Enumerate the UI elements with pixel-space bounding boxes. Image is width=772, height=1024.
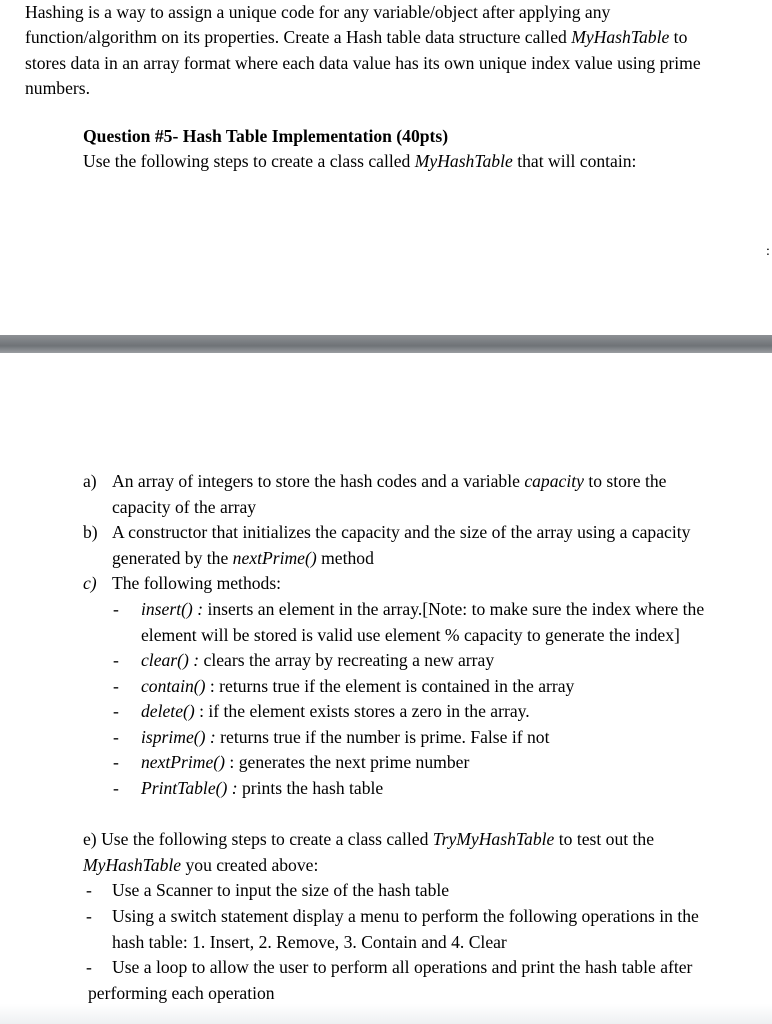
intro-line-1: Hashing is a way to assign a unique code for any variable/object after applying any — [25, 2, 611, 22]
part-e-bullet: - Using a switch statement display a menu to perform the following operations in the hash table: 1. Insert, 2. Remove, 3. Contain and 4. Clear — [86, 906, 699, 952]
method-name: nextPrime() — [141, 752, 226, 772]
method-item: - delete() : if the element exists stores a zero in the array. — [0, 699, 772, 725]
bullet-dash: - — [113, 650, 119, 670]
part-e-line-1: e) Use the following steps to create a class called TryMyHashTable to test out the — [83, 829, 655, 849]
bullet-dash: - — [86, 906, 92, 926]
method-name: contain() — [141, 676, 206, 696]
item-a-line-2: capacity of the array — [112, 496, 257, 517]
intro-paragraph — [25, 0, 701, 101]
part-e-bullet: - Use a loop to allow the user to perform all operations and print the hash table after performing each operation — [86, 957, 693, 1003]
edge-mark: : — [766, 244, 770, 259]
method-name: isprime() : — [141, 727, 216, 747]
item-a-line-1: An array of integers to store the hash codes and a variable capacity to store the — [112, 471, 667, 491]
bullet-dash: - — [86, 880, 92, 900]
question-subtitle: Use the following steps to create a class called MyHashTable that will contain: — [83, 151, 637, 171]
method-item: - PrintTable() : prints the hash table — [0, 776, 772, 802]
item-marker: b) — [83, 522, 98, 542]
method-name: delete() — [141, 701, 195, 721]
list-item-a — [0, 469, 772, 521]
intro-line-4: numbers. — [25, 77, 90, 98]
page-divider — [0, 335, 772, 353]
item-b-line-1: A constructor that initializes the capacity and the size of the array using a capacity — [112, 522, 691, 542]
bullet-dash: - — [113, 752, 119, 772]
bullet-dash: - — [86, 957, 92, 977]
bullet-dash: - — [113, 676, 119, 696]
method-item: - nextPrime() : generates the next prime number — [0, 750, 772, 776]
part-e-line-2: MyHashTable you created above: — [83, 854, 319, 875]
item-marker: a) — [83, 471, 97, 491]
list-item-b — [0, 520, 772, 572]
method-desc-cont: element will be stored is valid use element % capacity to generate the index] — [141, 624, 680, 645]
method-item: - insert() : inserts an element in the array.[Note: to make sure the index where the element will be stored is valid use element % capacity to generate the index] — [0, 597, 772, 649]
bottom-fade — [0, 1004, 772, 1024]
method-item: - clear() : clears the array by recreating a new array — [0, 648, 772, 674]
intro-line-2: function/algorithm on its properties. Create a Hash table data structure called MyHashTable to — [25, 27, 688, 48]
item-c-line: The following methods: — [112, 573, 282, 593]
part-e-bullet: - Use a Scanner to input the size of the hash table — [0, 878, 772, 904]
intro-line-3: stores data in an array format where each data value has its own unique index value using prime — [25, 52, 701, 73]
bullet-dash: - — [113, 727, 119, 747]
method-name: PrintTable() : — [141, 778, 238, 798]
method-name: insert() : — [141, 599, 204, 619]
item-marker: c) — [83, 573, 97, 593]
method-item: - isprime() : returns true if the number is prime. False if not — [0, 725, 772, 751]
part-e-heading — [83, 827, 772, 879]
class-name: MyHashTable — [414, 151, 513, 171]
bullet-dash: - — [113, 701, 119, 721]
bullet-dash: - — [113, 778, 119, 798]
item-b-line-2: generated by the nextPrime() method — [112, 547, 374, 568]
bullet-dash: - — [113, 599, 119, 619]
method-name: clear() : — [141, 650, 200, 670]
list-item-c — [0, 571, 772, 597]
method-item: - contain() : returns true if the element is contained in the array — [0, 674, 772, 700]
class-name-myhashtable: MyHashTable — [571, 27, 670, 48]
question-title: Question #5- Hash Table Implementation (40pts) — [83, 126, 449, 146]
